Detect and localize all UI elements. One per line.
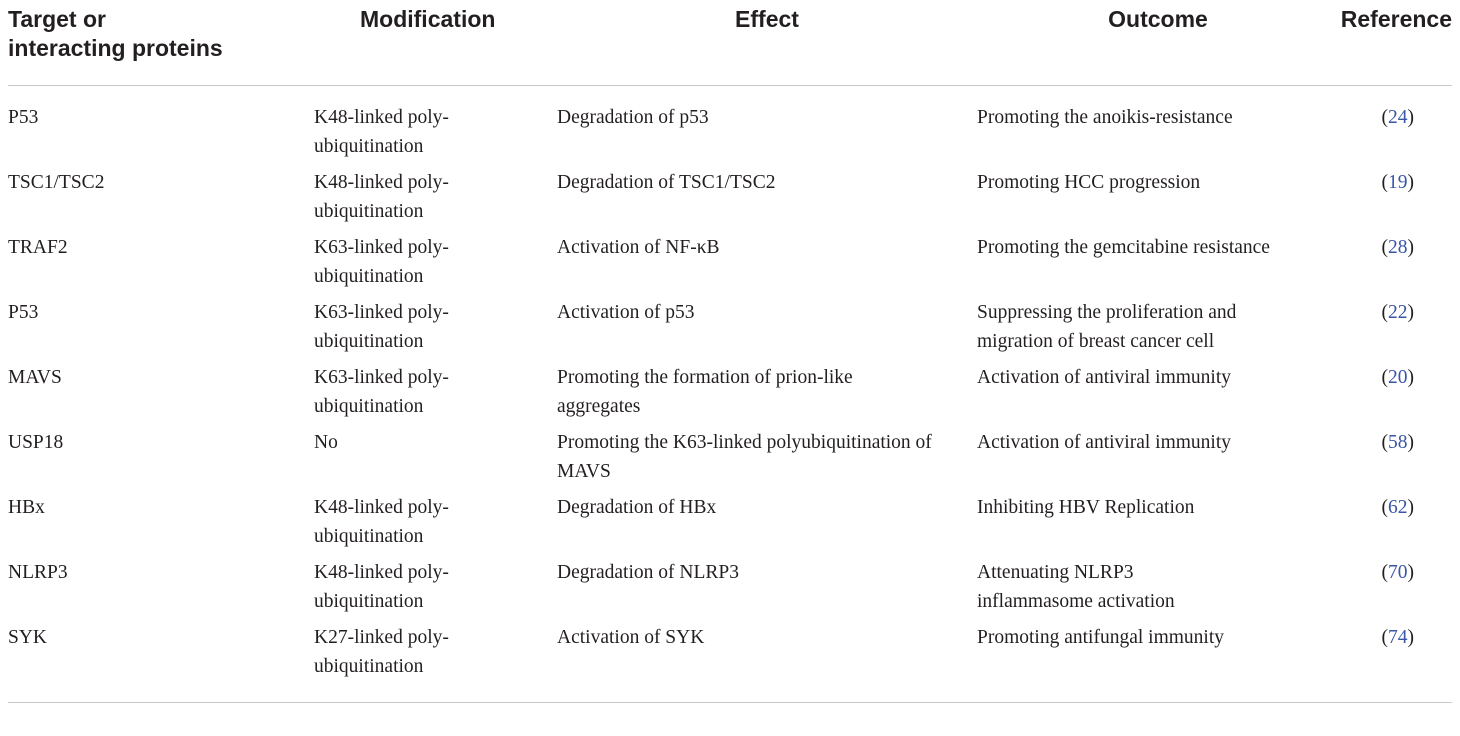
table-footer	[8, 703, 1452, 710]
header-modification: Modification	[314, 0, 557, 86]
cell-reference: (20)	[1381, 367, 1414, 388]
table-row	[8, 624, 1452, 703]
cell-reference: (58)	[1381, 432, 1414, 453]
table-row	[8, 364, 1452, 429]
cell-outcome: Promoting the gemcitabine resistance	[977, 237, 1270, 258]
cell-effect	[557, 364, 977, 429]
header-effect: Effect	[557, 0, 977, 86]
cell-outcome	[977, 299, 1339, 364]
cell-modification	[314, 299, 557, 364]
cell-outcome: Promoting antifungal immunity	[977, 627, 1224, 648]
cell-target: USP18	[8, 432, 64, 453]
modification-text: K48-linked poly-ubiquitination	[314, 107, 449, 157]
modification-text: K63-linked poly-ubiquitination	[314, 367, 449, 417]
table-container	[8, 0, 1452, 709]
reference-link[interactable]: 74	[1388, 627, 1408, 648]
cell-modification	[314, 234, 557, 299]
cell-modification	[314, 494, 557, 559]
cell-effect: Activation of NF-κB	[557, 237, 720, 258]
cell-effect: Degradation of p53	[557, 107, 709, 128]
cell-target: SYK	[8, 627, 48, 648]
modification-text: K48-linked poly-ubiquitination	[314, 172, 449, 222]
cell-target: MAVS	[8, 367, 62, 388]
table-row	[8, 234, 1452, 299]
cell-reference: (74)	[1381, 627, 1414, 648]
reference-link[interactable]: 22	[1388, 302, 1408, 323]
cell-effect: Promoting the K63-linked polyubiquitination of MAVS	[557, 432, 932, 482]
cell-target: P53	[8, 107, 39, 128]
header-row	[8, 0, 1452, 86]
header-outcome: Outcome	[977, 0, 1339, 86]
modification-text: K63-linked poly-ubiquitination	[314, 302, 449, 352]
reference-link[interactable]: 24	[1388, 107, 1408, 128]
header-reference: Reference	[1339, 0, 1452, 86]
cell-modification	[314, 169, 557, 234]
modification-text: No	[314, 432, 338, 453]
cell-outcome: Activation of antiviral immunity	[977, 432, 1231, 453]
table-row	[8, 299, 1452, 364]
cell-reference: (70)	[1381, 562, 1414, 583]
cell-modification	[314, 86, 557, 170]
cell-outcome: Activation of antiviral immunity	[977, 367, 1231, 388]
cell-target: TRAF2	[8, 237, 68, 258]
cell-outcome	[977, 559, 1339, 624]
table-row	[8, 429, 1452, 494]
modification-text: K48-linked poly-ubiquitination	[314, 562, 449, 612]
table-row	[8, 169, 1452, 234]
cell-modification	[314, 364, 557, 429]
cell-effect: Activation of SYK	[557, 627, 705, 648]
cell-target: HBx	[8, 497, 45, 518]
cell-target: NLRP3	[8, 562, 68, 583]
modification-text: K48-linked poly-ubiquitination	[314, 497, 449, 547]
table-body	[8, 86, 1452, 703]
bottom-rule	[8, 703, 1452, 710]
cell-modification	[314, 559, 557, 624]
ubiquitination-table	[8, 0, 1452, 709]
modification-text: K27-linked poly-ubiquitination	[314, 627, 449, 677]
cell-effect: Degradation of TSC1/TSC2	[557, 172, 776, 193]
cell-modification	[314, 624, 557, 703]
cell-target: TSC1/TSC2	[8, 172, 105, 193]
cell-reference: (28)	[1381, 237, 1414, 258]
table-row	[8, 559, 1452, 624]
effect-text: Promoting the formation of prion-like aggregates	[557, 367, 853, 417]
cell-outcome: Promoting the anoikis-resistance	[977, 107, 1233, 128]
cell-reference: (62)	[1381, 497, 1414, 518]
cell-target: P53	[8, 302, 39, 323]
reference-link[interactable]: 20	[1388, 367, 1408, 388]
reference-link[interactable]: 58	[1388, 432, 1408, 453]
header-target: Target or interacting proteins	[8, 0, 314, 86]
outcome-text: Suppressing the proliferation and migration of breast cancer cell	[977, 302, 1237, 352]
cell-reference: (24)	[1381, 107, 1414, 128]
reference-link[interactable]: 62	[1388, 497, 1408, 518]
reference-link[interactable]: 70	[1388, 562, 1408, 583]
cell-effect: Activation of p53	[557, 302, 695, 323]
outcome-text: Attenuating NLRP3 inflammasome activation	[977, 562, 1175, 612]
cell-outcome: Inhibiting HBV Replication	[977, 497, 1195, 518]
table-row	[8, 86, 1452, 170]
footer-rule-row	[8, 703, 1452, 710]
reference-link[interactable]: 28	[1388, 237, 1408, 258]
reference-link[interactable]: 19	[1388, 172, 1408, 193]
cell-modification	[314, 429, 557, 494]
cell-reference: (22)	[1381, 302, 1414, 323]
cell-effect: Degradation of HBx	[557, 497, 717, 518]
table-header	[8, 0, 1452, 86]
cell-effect: Degradation of NLRP3	[557, 562, 739, 583]
cell-outcome: Promoting HCC progression	[977, 172, 1201, 193]
modification-text: K63-linked poly-ubiquitination	[314, 237, 449, 287]
cell-reference: (19)	[1381, 172, 1414, 193]
table-row	[8, 494, 1452, 559]
